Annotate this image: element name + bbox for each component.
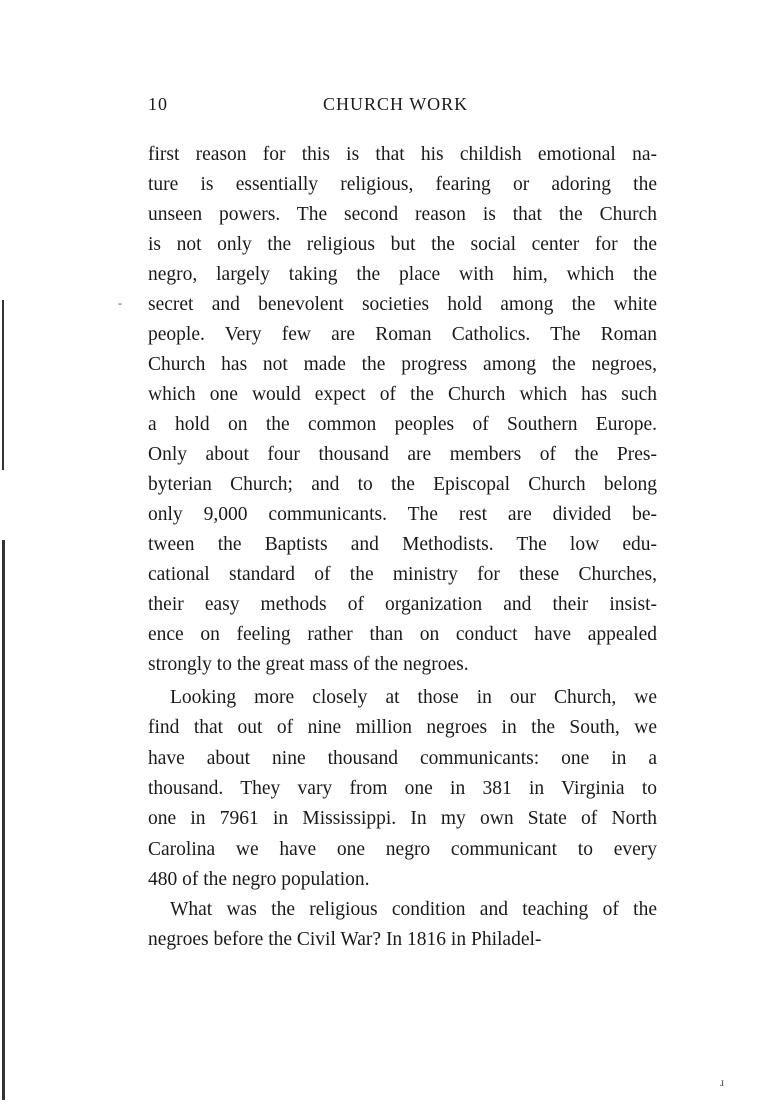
text-line: Only about four thousand are members of the Pres- bbox=[148, 444, 657, 465]
text-line: byterian Church; and to the Episcopal Church belong bbox=[148, 474, 657, 495]
text-line: Church has not made the progress among the negroes, bbox=[148, 354, 657, 375]
text-line: 480 of the negro population. bbox=[148, 868, 370, 890]
scan-edge-top bbox=[2, 300, 4, 470]
text-line: ture is essentially religious, fearing or adoring the bbox=[148, 174, 657, 195]
scan-speck: - bbox=[118, 296, 122, 310]
scan-edge-bottom bbox=[2, 540, 5, 1100]
text-line: cational standard of the ministry for these Churches, bbox=[148, 564, 657, 585]
text-line: Looking more closely at those in our Church, we bbox=[170, 687, 657, 708]
text-line: tween the Baptists and Methodists. The low edu- bbox=[148, 534, 657, 555]
text-line: a hold on the common peoples of Southern Europe. bbox=[148, 414, 657, 435]
text-line: which one would expect of the Church which has such bbox=[148, 384, 657, 405]
text-line: one in 7961 in Mississippi. In my own State of North bbox=[148, 808, 657, 830]
text-line: unseen powers. The second reason is that the Church bbox=[148, 204, 657, 225]
page-number: 10 bbox=[148, 94, 168, 114]
text-line: their easy methods of organization and their insist- bbox=[148, 594, 657, 615]
text-line: ence on feeling rather than on conduct have appealed bbox=[148, 624, 657, 645]
text-line: negro, largely taking the place with him, which the bbox=[148, 264, 657, 285]
text-line: What was the religious condition and teaching of the bbox=[170, 899, 657, 920]
text-line: people. Very few are Roman Catholics. The Roman bbox=[148, 324, 657, 345]
text-line: only 9,000 communicants. The rest are divided be- bbox=[148, 504, 657, 525]
text-line: strongly to the great mass of the negroes. bbox=[148, 654, 469, 675]
text-line: Carolina we have one negro communicant to every bbox=[148, 838, 657, 860]
text-line: find that out of nine million negroes in the South, we bbox=[148, 717, 657, 739]
text-line: have about nine thousand communicants: one in a bbox=[148, 747, 657, 769]
text-line: first reason for this is that his childish emotional na- bbox=[148, 144, 657, 165]
text-line: thousand. They vary from one in 381 in Virginia to bbox=[148, 777, 657, 799]
scan-speck: ɹ bbox=[720, 1075, 724, 1089]
text-line: negroes before the Civil War? In 1816 in Philadel- bbox=[148, 929, 542, 950]
text-line: is not only the religious but the social center for the bbox=[148, 234, 657, 255]
text-line: secret and benevolent societies hold among the white bbox=[148, 294, 657, 315]
running-title: CHURCH WORK bbox=[323, 94, 469, 114]
